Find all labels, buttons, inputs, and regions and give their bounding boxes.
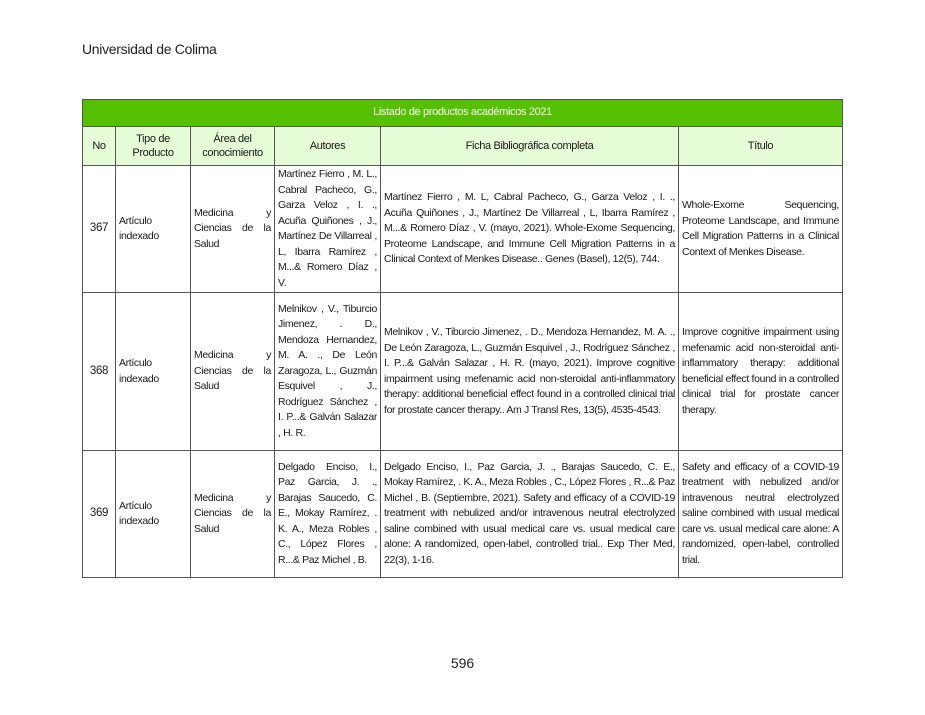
page-number: 596 — [450, 655, 475, 671]
cell-area: Medicina y Ciencias de la Salud — [191, 451, 275, 578]
cell-autores: Melnikov , V., Tiburcio Jimenez, . D., Mendoza Hernandez, M. A. ., De León Zaragoza, L., Guzmán Esquivel , J., Rodríguez Sánchez , I. P...& Galván Salazar , H. R. — [275, 293, 381, 451]
page-header: Universidad de Colima — [82, 41, 217, 57]
table-header-row — [83, 127, 843, 166]
header-tipo: Tipo de Producto — [116, 127, 191, 166]
cell-titulo: Safety and efficacy of a COVID-19 treatment with nebulized and/or intravenous neutral electrolyzed saline combined with usual medical care vs. usual medical care alone: A randomized, open-label, controlled trial. — [679, 451, 843, 578]
cell-tipo: Artículo indexado — [116, 451, 191, 578]
table-row — [83, 451, 843, 578]
products-table — [82, 99, 843, 578]
header-titulo: Título — [679, 127, 843, 166]
cell-no: 367 — [83, 166, 116, 293]
cell-ficha: Melnikov , V., Tiburcio Jimenez, . D., Mendoza Hernandez, M. A. ., De León Zaragoza, L., Guzmán Esquivel , J., Rodríguez Sánchez , I. P...& Galván Salazar , H. R. (mayo, 2021). Improve cognitive impairment using mefenamic acid non-steroidal anti-inflammatory therapy: additional beneficial effect found in a controlled clinical trial for prostate cancer therapy.. Am J Transl Res, 13(5), 4535-4543. — [381, 293, 679, 451]
table-row — [83, 166, 843, 293]
cell-titulo: Whole-Exome Sequencing, Proteome Landscape, and Immune Cell Migration Patterns in a Clinical Context of Menkes Disease. — [679, 166, 843, 293]
header-area: Área del conocimiento — [191, 127, 275, 166]
cell-area: Medicina y Ciencias de la Salud — [191, 166, 275, 293]
cell-no: 369 — [83, 451, 116, 578]
cell-ficha: Martínez Fierro , M. L, Cabral Pacheco, G., Garza Veloz , I. ., Acuña Quiñones , J., Martínez De Villarreal , L, Ibarra Ramírez , M...& Romero Díaz , V. (mayo, 2021). Whole-Exome Sequencing, Proteome Landscape, and Immune Cell Migration Patterns in a Clinical Context of Menkes Disease.. Genes (Basel), 12(5), 744. — [381, 166, 679, 293]
header-autores: Autores — [275, 127, 381, 166]
cell-autores: Delgado Enciso, I., Paz Garcia, J. ., Barajas Saucedo, C. E., Mokay Ramírez, . K. A., Meza Robles , C., López Flores , R...& Paz Michel , B. — [275, 451, 381, 578]
cell-titulo: Improve cognitive impairment using mefenamic acid non-steroidal anti-inflammatory therapy: additional beneficial effect found in a controlled clinical trial for prostate cancer therapy. — [679, 293, 843, 451]
table-title: Listado de productos académicos 2021 — [83, 100, 843, 127]
cell-tipo: Artículo indexado — [116, 293, 191, 451]
cell-ficha: Delgado Enciso, I., Paz Garcia, J. ., Barajas Saucedo, C. E., Mokay Ramírez, . K. A., Meza Robles , C., López Flores , R...& Paz Michel , B. (Septiembre, 2021). Safety and efficacy of a COVID-19 treatment with nebulized and/or intravenous neutral electrolyzed saline combined with usual medical care vs. usual medical care alone: A randomized, open-label, controlled trial.. Exp Ther Med, 22(3), 1-16. — [381, 451, 679, 578]
cell-no: 368 — [83, 293, 116, 451]
cell-autores: Martínez Fierro , M. L., Cabral Pacheco, G., Garza Veloz , I. ., Acuña Quiñones , J., Martínez De Villarreal , L, Ibarra Ramírez , M...& Romero Díaz , V. — [275, 166, 381, 293]
table-row — [83, 293, 843, 451]
cell-area: Medicina y Ciencias de la Salud — [191, 293, 275, 451]
header-no: No — [83, 127, 116, 166]
cell-tipo: Artículo indexado — [116, 166, 191, 293]
table-title-row — [83, 100, 843, 127]
header-ficha: Ficha Bibliográfica completa — [381, 127, 679, 166]
